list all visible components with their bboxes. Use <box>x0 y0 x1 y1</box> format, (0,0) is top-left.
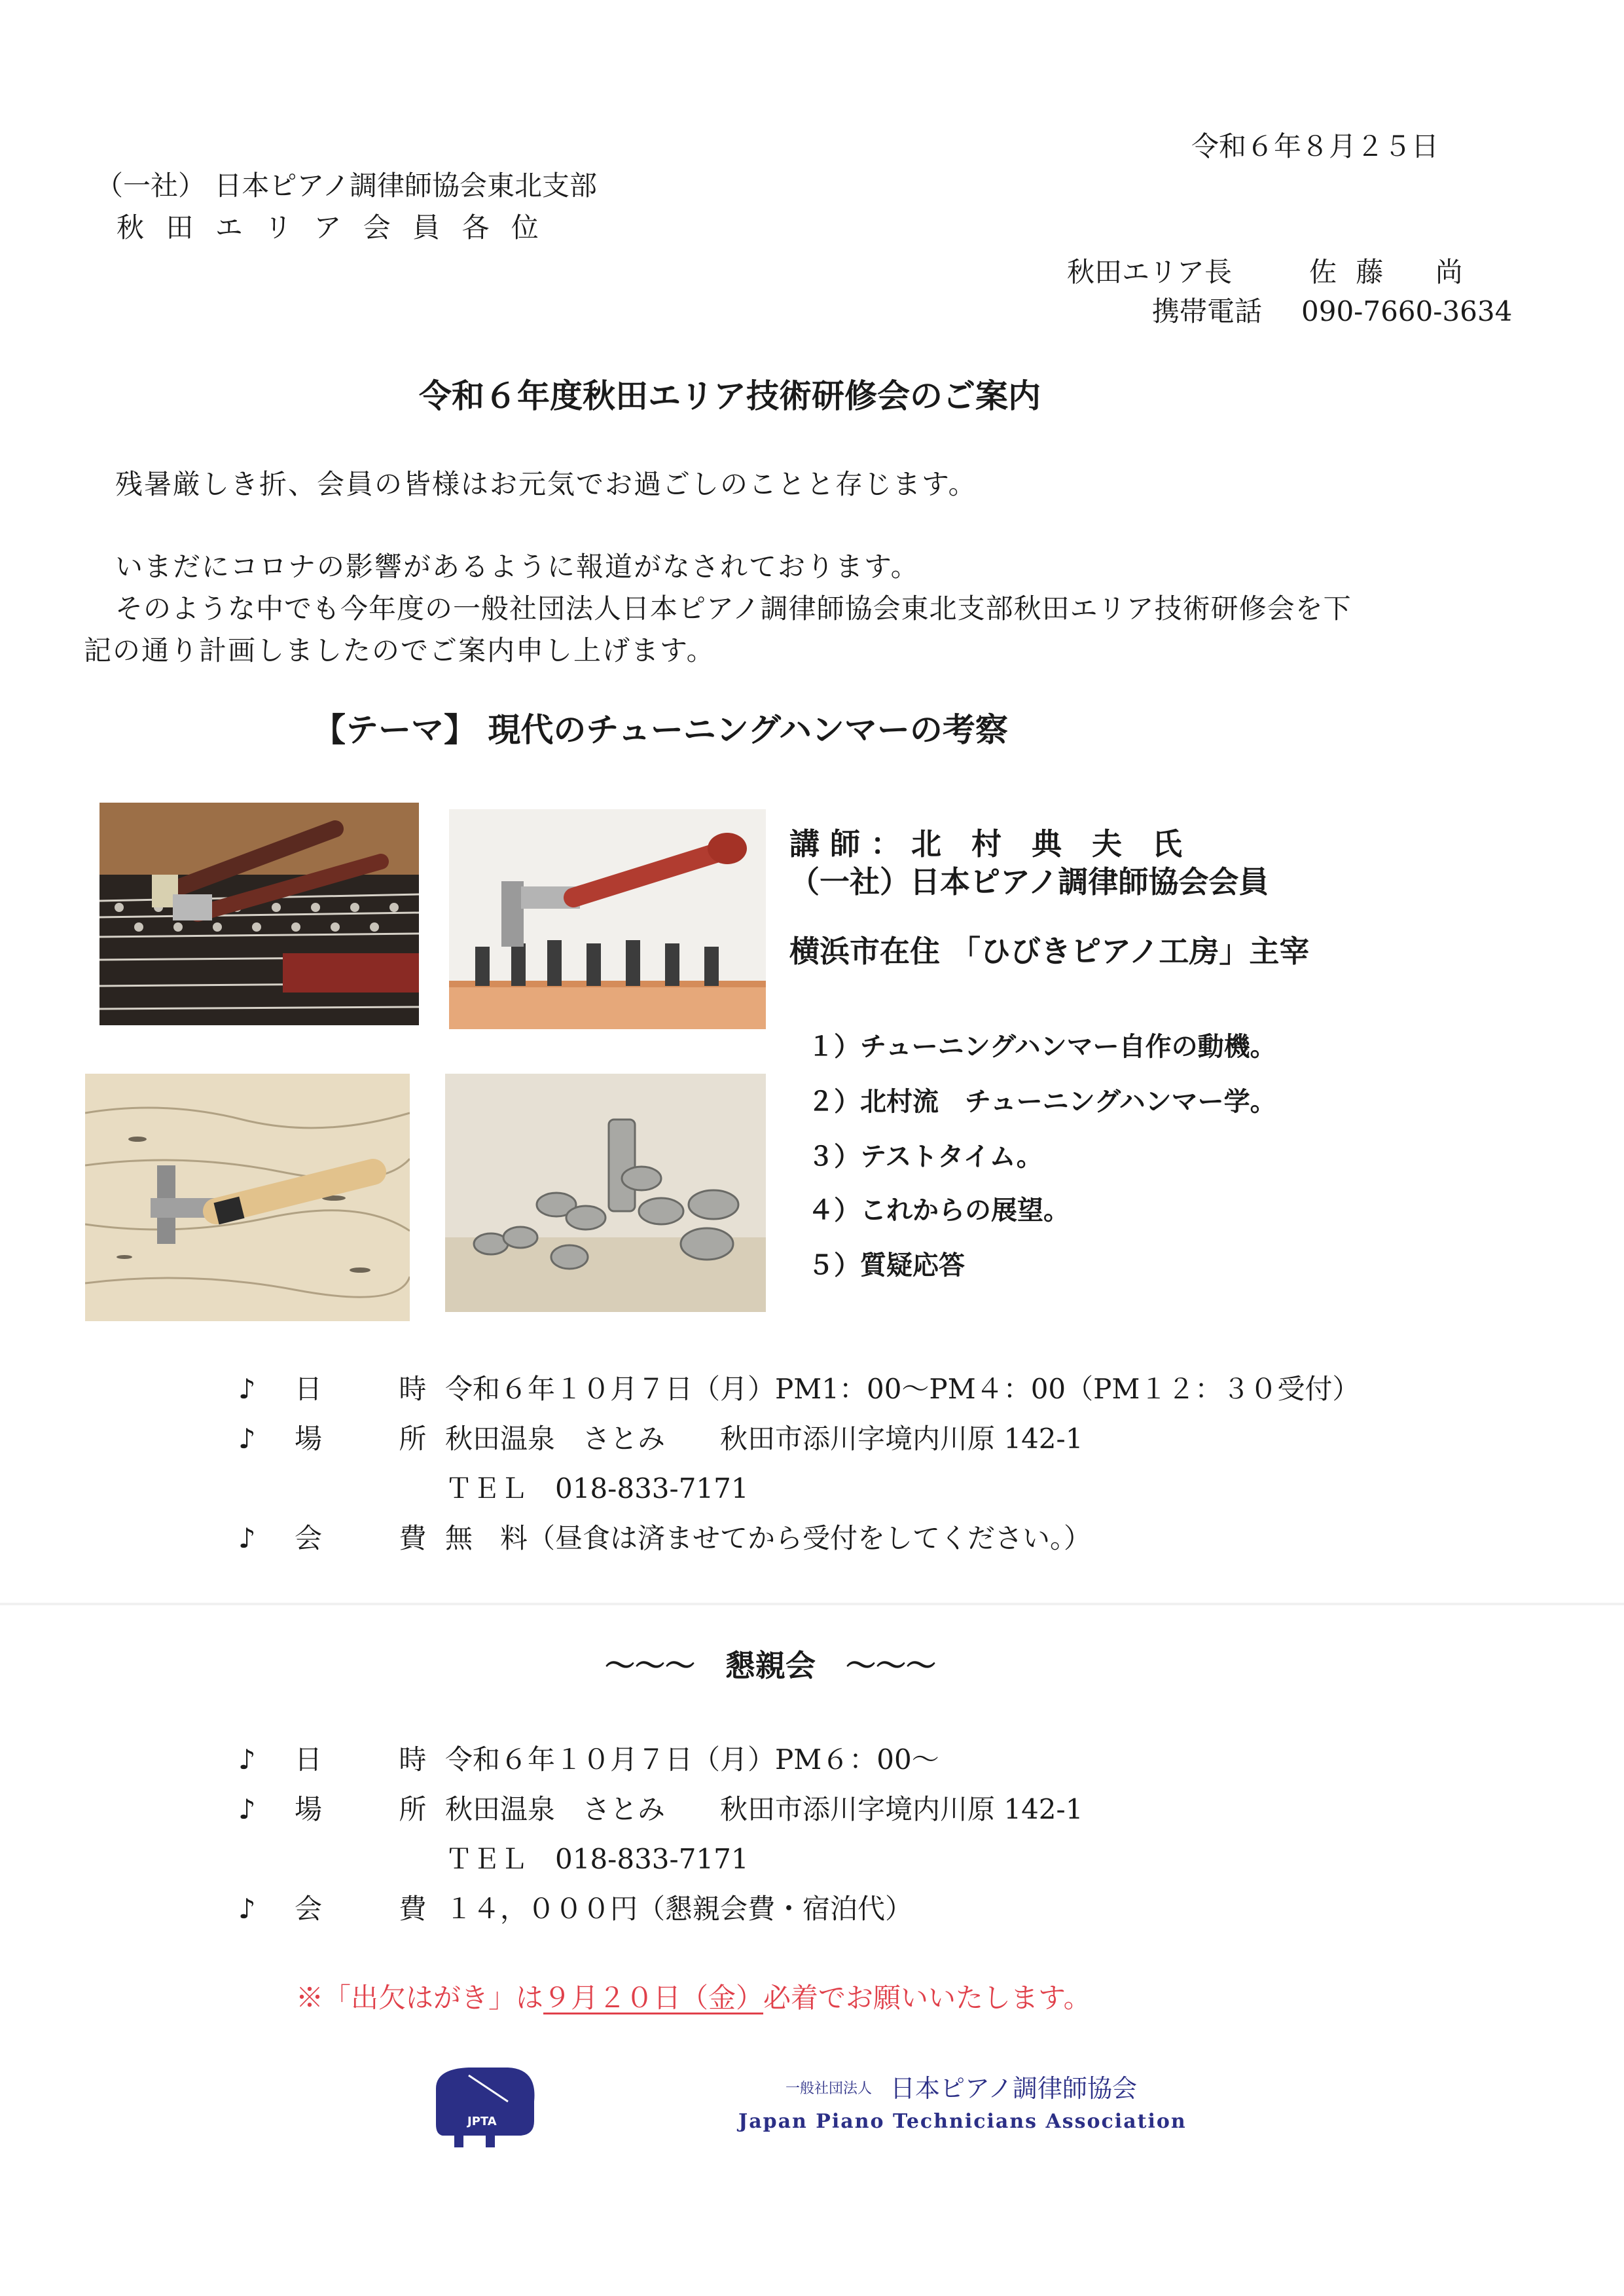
photo-tip-collection <box>445 1074 766 1312</box>
music-note-icon: ♪ <box>238 1522 256 1554</box>
org-english-name: Japan Piano Technicians Association <box>738 2110 1187 2133</box>
photo-hammer-on-wood <box>85 1074 410 1321</box>
corona-paragraph: いまだにコロナの影響があるように報道がなされております。 <box>115 551 920 583</box>
rsvp-note <box>296 1980 1091 2016</box>
music-note-icon: ♪ <box>238 1373 256 1405</box>
seminar-fee-value: 無 料（昼食は済ませてから受付をしてください。） <box>445 1522 1092 1554</box>
org-name: 日本ピアノ調律師協会 <box>890 2074 1137 2103</box>
seminar-date-value: 令和６年１０月７日（月）PM1：00〜PM４：00（PM１２：３０受付） <box>445 1373 1360 1405</box>
greeting-paragraph: 残暑厳しき折、会員の皆様はお元気でお過ごしのことと存じます。 <box>115 468 977 500</box>
party-fee-value: １４，０００円（懇親会費・宿泊代） <box>445 1893 913 1925</box>
agenda-item: １）チューニングハンマー自作の動機。 <box>808 1032 1276 1062</box>
phone-number: 090-7660-3634 <box>1301 295 1513 327</box>
agenda-item: ５）質疑応答 <box>808 1250 965 1281</box>
seminar-tel-value: ＴＥＬ 018-833-7171 <box>445 1472 749 1504</box>
photo-hammer-on-pins <box>449 809 766 1029</box>
lecturer-name: 講 師 ： 北 村 典 夫 氏 <box>789 826 1183 862</box>
music-note-icon: ♪ <box>238 1743 256 1776</box>
document-date: 令和６年８月２５日 <box>1191 130 1439 162</box>
seminar-fee-row <box>238 1520 1456 1557</box>
rsvp-note-suffix: 必着でお願いいたします。 <box>763 1982 1091 2014</box>
rsvp-deadline: ９月２０日（金） <box>543 1982 764 2014</box>
music-note-icon: ♪ <box>238 1893 256 1925</box>
party-place-value: 秋田温泉 さとみ 秋田市添川字境内川原 142-1 <box>445 1793 1083 1825</box>
lecturer-residence: 横浜市在住 「ひびきピアノ工房」主宰 <box>789 934 1310 969</box>
seminar-place-value: 秋田温泉 さとみ 秋田市添川字境内川原 142-1 <box>445 1423 1083 1455</box>
announcement-line-1: そのような中でも今年度の一般社団法人日本ピアノ調律師協会東北支部秋田エリア技術研修会を下 <box>115 592 1352 625</box>
party-date-value: 令和６年１０月７日（月）PM６：00〜 <box>445 1743 939 1776</box>
party-date-row <box>238 1741 1456 1778</box>
party-place-label: 場 所 <box>295 1793 461 1825</box>
sender-title: 秋田エリア長 <box>1067 256 1233 288</box>
party-place-row <box>238 1791 1456 1828</box>
party-heading: 〜〜〜 懇親会 〜〜〜 <box>605 1648 936 1683</box>
logo-mark-text: JPTA <box>467 2115 497 2128</box>
phone-label: 携帯電話 <box>1152 295 1263 327</box>
music-note-icon: ♪ <box>238 1423 256 1455</box>
announcement-line-2: 記の通り計画しましたのでご案内申し上げます。 <box>84 634 715 666</box>
rsvp-note-prefix: ※「出欠はがき」は <box>296 1982 544 2014</box>
seminar-date-row <box>238 1371 1456 1408</box>
seminar-tel-row <box>238 1470 1456 1507</box>
seminar-place-row <box>238 1421 1456 1457</box>
recipient-organization: （一社） 日本ピアノ調律師協会東北支部 <box>96 170 597 202</box>
page-title: 令和６年度秋田エリア技術研修会のご案内 <box>419 376 1041 415</box>
agenda-item: ３）テストタイム。 <box>808 1142 1043 1172</box>
party-fee-row <box>238 1891 1456 1927</box>
agenda-item: ２）北村流 チューニングハンマー学。 <box>808 1087 1276 1117</box>
party-date-label: 日 時 <box>295 1743 461 1776</box>
seminar-fee-label: 会 費 <box>295 1522 461 1554</box>
lecturer-affiliation: （一社）日本ピアノ調律師協会会員 <box>789 864 1269 900</box>
music-note-icon: ♪ <box>238 1793 256 1825</box>
theme-heading: 【テーマ】 現代のチューニングハンマーの考察 <box>313 711 1008 749</box>
jpta-piano-logo <box>429 2062 545 2154</box>
org-prefix: 一般社団法人 <box>785 2081 873 2097</box>
photo-piano-tuning-hammer <box>99 803 419 1025</box>
agenda-item: ４）これからの展望。 <box>808 1195 1070 1226</box>
seminar-place-label: 場 所 <box>295 1423 461 1455</box>
party-tel-row <box>238 1841 1456 1878</box>
sender-name: 佐 藤 尚 <box>1309 256 1468 288</box>
scan-divider <box>0 1603 1624 1605</box>
party-tel-value: ＴＥＬ 018-833-7171 <box>445 1843 749 1875</box>
recipient-members: 秋 田 エ リ ア 会 員 各 位 <box>117 211 545 244</box>
party-fee-label: 会 費 <box>295 1893 461 1925</box>
seminar-date-label: 日 時 <box>295 1373 461 1405</box>
